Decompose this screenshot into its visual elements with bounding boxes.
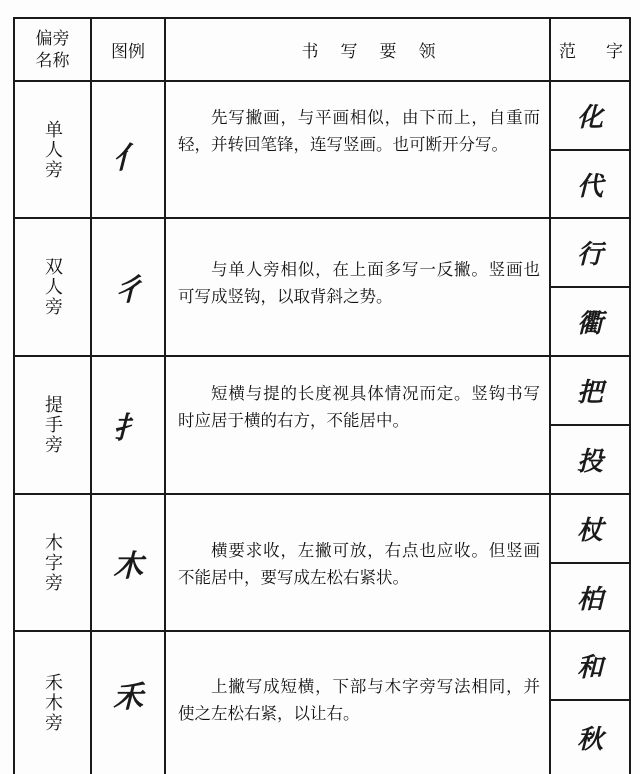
radical-example-glyph: 木 (113, 548, 143, 584)
radical-name-cell (15, 219, 90, 355)
radical-example-glyph: 禾 (113, 680, 143, 715)
radical-name: 单人旁 (42, 119, 63, 180)
header-bottom-border (13, 80, 631, 82)
header-name-line1: 偏旁 (35, 28, 70, 49)
radical-name: 提手旁 (42, 395, 63, 455)
radical-description: 与单人旁相似，在上面多写一反撇。竖画也可写成竖钩，以取背斜之势。 (178, 260, 540, 306)
sample-char: 柏 (576, 584, 603, 615)
header-radical-name (15, 19, 90, 80)
sample-char: 杖 (576, 516, 603, 546)
radical-description: 先写撇画，与平画相似，由下而上，自重而轻，并转回笔锋，连写竖画。也可断开分写。 (178, 108, 540, 154)
sample-char: 把 (576, 378, 603, 408)
radical-example-glyph: 扌 (113, 411, 143, 446)
header-key-points: 书写要领 (301, 42, 458, 62)
radical-name-cell (15, 357, 90, 493)
table-right-border (629, 17, 631, 774)
radical-example-glyph: 彳 (113, 273, 143, 308)
column-divider-2 (164, 17, 166, 774)
header-sample-chars (551, 19, 629, 80)
radical-name-cell (15, 82, 90, 217)
header-example: 图例 (111, 42, 145, 62)
radical-name-cell (15, 632, 90, 774)
radical-description: 短横与提的长度视具体情况而定。竖钩书写时应居于横的右方，不能居中。 (178, 384, 540, 430)
header-sample-a: 范 (559, 42, 576, 62)
sample-char: 投 (576, 447, 603, 477)
radical-example-glyph: 亻 (113, 140, 143, 176)
sample-char: 行 (576, 240, 603, 270)
sample-char: 代 (576, 171, 603, 202)
radical-description: 横要求收，左撇可放，右点也应收。但竖画不能居中，要写成左松右紧状。 (178, 541, 540, 587)
radical-description: 上撇写成短横，下部与木字旁写法相同，并使之左松右紧，以让右。 (178, 677, 540, 723)
radical-name-cell (15, 495, 90, 630)
radical-name: 双人旁 (42, 257, 63, 317)
sample-char: 和 (576, 653, 603, 683)
radical-name: 木字旁 (42, 532, 63, 593)
sample-char: 化 (576, 103, 603, 133)
header-sample-b: 字 (606, 42, 623, 62)
header-name-line2: 名称 (35, 50, 70, 71)
sample-char: 秋 (576, 725, 603, 755)
radical-name: 禾木旁 (42, 673, 63, 733)
sample-char: 衢 (576, 309, 603, 339)
